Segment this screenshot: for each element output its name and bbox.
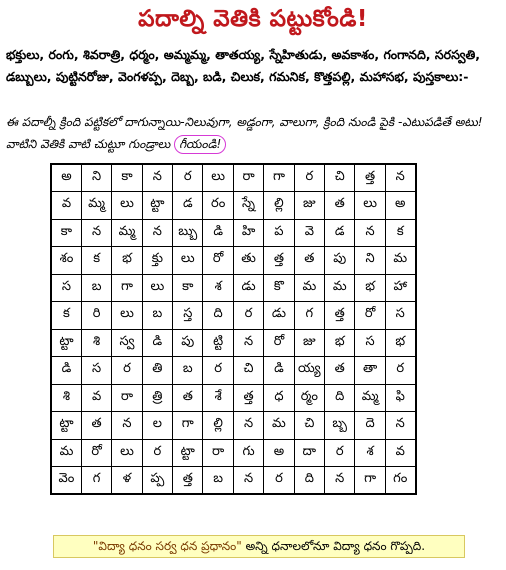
grid-cell[interactable]: ర [233, 302, 263, 330]
grid-cell[interactable]: ని [355, 247, 385, 275]
grid-cell[interactable]: లు [203, 164, 233, 192]
grid-cell[interactable]: మ [264, 412, 294, 440]
grid-cell[interactable]: ర [264, 467, 294, 495]
grid-cell[interactable]: కా [112, 164, 142, 192]
grid-row [51, 302, 416, 330]
grid-cell[interactable]: స్త [173, 302, 203, 330]
grid-cell[interactable]: క [51, 302, 81, 330]
grid-cell[interactable]: వె [294, 219, 324, 247]
circled-word: గీయండి! [174, 135, 226, 154]
grid-cell[interactable]: బ [203, 467, 233, 495]
grid-cell[interactable]: న [233, 329, 263, 357]
grid-row [51, 412, 416, 440]
grid-cell[interactable]: అ [51, 164, 81, 192]
grid-cell[interactable]: ట్టా [142, 192, 172, 220]
grid-cell[interactable]: ని [81, 164, 111, 192]
grid-cell[interactable]: పు [173, 329, 203, 357]
grid-cell[interactable]: ర [142, 439, 172, 467]
grid-cell[interactable]: రం [203, 192, 233, 220]
grid-cell[interactable]: బ [81, 274, 111, 302]
grid-cell[interactable]: ప్ప [142, 467, 172, 495]
grid-cell[interactable]: చి [294, 412, 324, 440]
grid-cell[interactable]: న [142, 164, 172, 192]
grid-cell[interactable]: భ [355, 274, 385, 302]
grid-cell[interactable]: డు [233, 274, 263, 302]
word-list-line-1: భక్తులు, రంగు, శివరాత్రి, ధర్మం, అమ్మమ్మ, తాతయ్య, స్నేహితుడు, అవకాశం, గంగానది, సరస్వతి, [6, 47, 480, 62]
grid-cell[interactable]: గ [81, 467, 111, 495]
grid-cell[interactable]: మ్మ [112, 219, 142, 247]
grid-cell[interactable]: బ [142, 302, 172, 330]
grid-cell[interactable]: డ [325, 219, 355, 247]
grid-cell[interactable]: గా [264, 164, 294, 192]
grid-cell[interactable]: త [173, 384, 203, 412]
grid-cell[interactable]: రా [203, 439, 233, 467]
grid-cell[interactable]: జు [294, 329, 324, 357]
grid-cell[interactable]: ర [112, 357, 142, 385]
grid-cell[interactable]: చి [233, 357, 263, 385]
grid-cell[interactable]: లు [142, 274, 172, 302]
grid-cell[interactable]: రా [112, 384, 142, 412]
grid-row [51, 164, 416, 192]
grid-cell[interactable]: న [233, 467, 263, 495]
grid-cell[interactable]: న [385, 412, 415, 440]
grid-cell[interactable]: రి [81, 302, 111, 330]
grid-cell[interactable]: త్త [233, 384, 263, 412]
grid-cell[interactable]: దె [355, 412, 385, 440]
grid-cell[interactable]: రో [81, 439, 111, 467]
grid-cell[interactable]: శ [203, 274, 233, 302]
grid-row [51, 274, 416, 302]
grid-cell[interactable]: ర [203, 357, 233, 385]
grid-cell[interactable]: ల [142, 412, 172, 440]
grid-row [51, 467, 416, 495]
grid-cell[interactable]: త [325, 192, 355, 220]
grid-cell[interactable]: డి [203, 219, 233, 247]
grid-cell[interactable]: మ [294, 274, 324, 302]
proverb-box [53, 535, 465, 558]
grid-cell[interactable]: గం [385, 467, 415, 495]
grid-cell[interactable]: ది [294, 467, 324, 495]
grid-row [51, 329, 416, 357]
grid-cell[interactable]: మ [325, 274, 355, 302]
word-list [6, 44, 500, 88]
grid-cell[interactable]: అ [385, 192, 415, 220]
grid-cell[interactable]: డి [264, 357, 294, 385]
grid-cell[interactable]: క్తు [142, 247, 172, 275]
grid-cell[interactable]: లు [112, 302, 142, 330]
grid-cell[interactable]: వెం [51, 467, 81, 495]
grid-cell[interactable]: ది [203, 302, 233, 330]
grid-cell[interactable]: స్నే [233, 192, 263, 220]
grid-cell[interactable]: బ [173, 357, 203, 385]
page-title: పదాల్ని వెతికి పట్టుకోండి! [138, 6, 368, 32]
grid-cell[interactable]: త్త [325, 302, 355, 330]
grid-cell[interactable]: రో [355, 302, 385, 330]
grid-cell[interactable]: త [81, 412, 111, 440]
proverb-quote: "విద్యా ధనం సర్వ ధన ప్రధానం" [92, 539, 242, 553]
grid-cell[interactable]: తు [233, 247, 263, 275]
grid-cell[interactable]: ర్మం [294, 384, 324, 412]
grid-cell[interactable]: వ [385, 439, 415, 467]
grid-cell[interactable]: క [81, 247, 111, 275]
grid-cell[interactable]: ఫి [385, 384, 415, 412]
grid-row [51, 439, 416, 467]
instructions [6, 111, 500, 155]
grid-cell[interactable]: ధ [264, 384, 294, 412]
grid-cell[interactable]: త [325, 357, 355, 385]
grid-row [51, 192, 416, 220]
grid-cell[interactable]: తా [355, 357, 385, 385]
grid-cell[interactable]: డి [51, 357, 81, 385]
grid-cell[interactable]: స [51, 274, 81, 302]
grid-cell[interactable]: ర [385, 357, 415, 385]
grid-cell[interactable]: శం [51, 247, 81, 275]
grid-cell[interactable]: మ్మ [355, 384, 385, 412]
grid-cell[interactable]: హా [385, 274, 415, 302]
grid-row [51, 247, 416, 275]
grid-cell[interactable]: దా [294, 439, 324, 467]
grid-cell[interactable]: ట్టా [51, 329, 81, 357]
grid-cell[interactable]: ళ [112, 467, 142, 495]
grid-cell[interactable]: రా [233, 164, 263, 192]
grid-cell[interactable]: లు [173, 247, 203, 275]
word-list-line-2 [6, 66, 500, 88]
grid-cell[interactable]: చి [325, 164, 355, 192]
grid-cell[interactable]: లు [112, 439, 142, 467]
grid-cell[interactable]: న [81, 219, 111, 247]
grid-cell[interactable]: డి [142, 329, 172, 357]
grid-cell[interactable]: మ [385, 247, 415, 275]
grid-cell[interactable]: లు [355, 192, 385, 220]
grid-cell[interactable]: న [385, 164, 415, 192]
grid-cell[interactable]: క [385, 219, 415, 247]
grid-cell[interactable]: పు [325, 247, 355, 275]
grid-row [51, 384, 416, 412]
grid-cell[interactable]: డు [264, 302, 294, 330]
proverb-meaning: అన్ని ధనాలలోనూ విద్యా ధనం గొప్పది. [241, 539, 426, 553]
grid-cell[interactable]: ల్లి [203, 412, 233, 440]
grid-cell[interactable]: స [81, 357, 111, 385]
grid-cell[interactable]: ప [264, 219, 294, 247]
grid-cell[interactable]: భ [112, 247, 142, 275]
grid-cell[interactable]: జు [294, 192, 324, 220]
grid-cell[interactable]: మ [51, 439, 81, 467]
grid-cell[interactable]: త్త [173, 467, 203, 495]
grid-cell[interactable]: గా [173, 412, 203, 440]
grid-cell[interactable]: ది [325, 384, 355, 412]
grid-cell[interactable]: శి [81, 329, 111, 357]
grid-cell[interactable]: స్వ [112, 329, 142, 357]
grid-cell[interactable]: వ [81, 384, 111, 412]
grid-cell[interactable]: న [233, 412, 263, 440]
grid-cell[interactable]: ర [173, 164, 203, 192]
grid-cell[interactable]: ట్టా [173, 439, 203, 467]
grid-cell[interactable]: త్త [264, 247, 294, 275]
grid-cell[interactable]: గు [233, 439, 263, 467]
grid-cell[interactable]: త్రి [142, 384, 172, 412]
grid-cell[interactable]: డ [173, 192, 203, 220]
grid-cell[interactable]: గా [355, 467, 385, 495]
grid-cell[interactable]: ట్టి [203, 329, 233, 357]
grid-cell[interactable]: ల్లి [264, 192, 294, 220]
grid-row [51, 219, 416, 247]
grid-cell[interactable]: కా [173, 274, 203, 302]
grid-cell[interactable]: శి [51, 384, 81, 412]
grid-cell[interactable]: త [294, 247, 324, 275]
grid-cell[interactable]: హి [233, 219, 263, 247]
grid-cell[interactable]: తి [142, 357, 172, 385]
grid-cell[interactable]: భ [325, 329, 355, 357]
instructions-text: ఈ పదాల్నీ క్రింది పట్టికలో దాగున్నాయి-నిలువుగా, అడ్డంగా, వాలుగా, క్రింది నుండి పైకి -ఎటుపడితే అటు! వాటిని వెతికి వాటి చుట్టూ గుండ్రాలు [6, 115, 483, 151]
grid-cell[interactable]: న [325, 467, 355, 495]
grid-cell[interactable]: స [355, 329, 385, 357]
grid-cell[interactable]: ట్టా [51, 412, 81, 440]
grid-cell[interactable]: అ [264, 439, 294, 467]
grid-cell[interactable]: న [112, 412, 142, 440]
grid-cell[interactable]: గా [112, 274, 142, 302]
grid-cell[interactable]: రో [264, 329, 294, 357]
grid-cell[interactable]: వ [51, 192, 81, 220]
word-search-grid [50, 163, 417, 495]
grid-cell[interactable]: భ [385, 329, 415, 357]
grid-cell[interactable]: త్త [355, 164, 385, 192]
grid-cell[interactable]: కా [51, 219, 81, 247]
grid-cell[interactable]: శే [203, 384, 233, 412]
grid-cell[interactable]: బ్బు [173, 219, 203, 247]
grid-cell[interactable]: శ [355, 439, 385, 467]
grid-cell[interactable]: బ్బ [325, 412, 355, 440]
grid-cell[interactable]: న [355, 219, 385, 247]
grid-cell[interactable]: కొ [264, 274, 294, 302]
grid-cell[interactable]: ర [294, 164, 324, 192]
grid-row [51, 357, 416, 385]
word-list-line-2-text: డబ్బులు, పుట్టినరోజు, వెంగళప్ప, దెబ్బ, బడి, చిలుక, గమనిక, కొత్తపల్లి, మహాసభ, పుస్తకాలు:- [6, 69, 469, 84]
grid-cell[interactable]: న [142, 219, 172, 247]
grid-cell[interactable]: మ్మ [81, 192, 111, 220]
grid-cell[interactable]: య్య [294, 357, 324, 385]
grid-cell[interactable]: రో [203, 247, 233, 275]
grid-cell[interactable]: ర [325, 439, 355, 467]
grid-cell[interactable]: స [385, 302, 415, 330]
grid-cell[interactable]: గ [294, 302, 324, 330]
grid-cell[interactable]: లు [112, 192, 142, 220]
